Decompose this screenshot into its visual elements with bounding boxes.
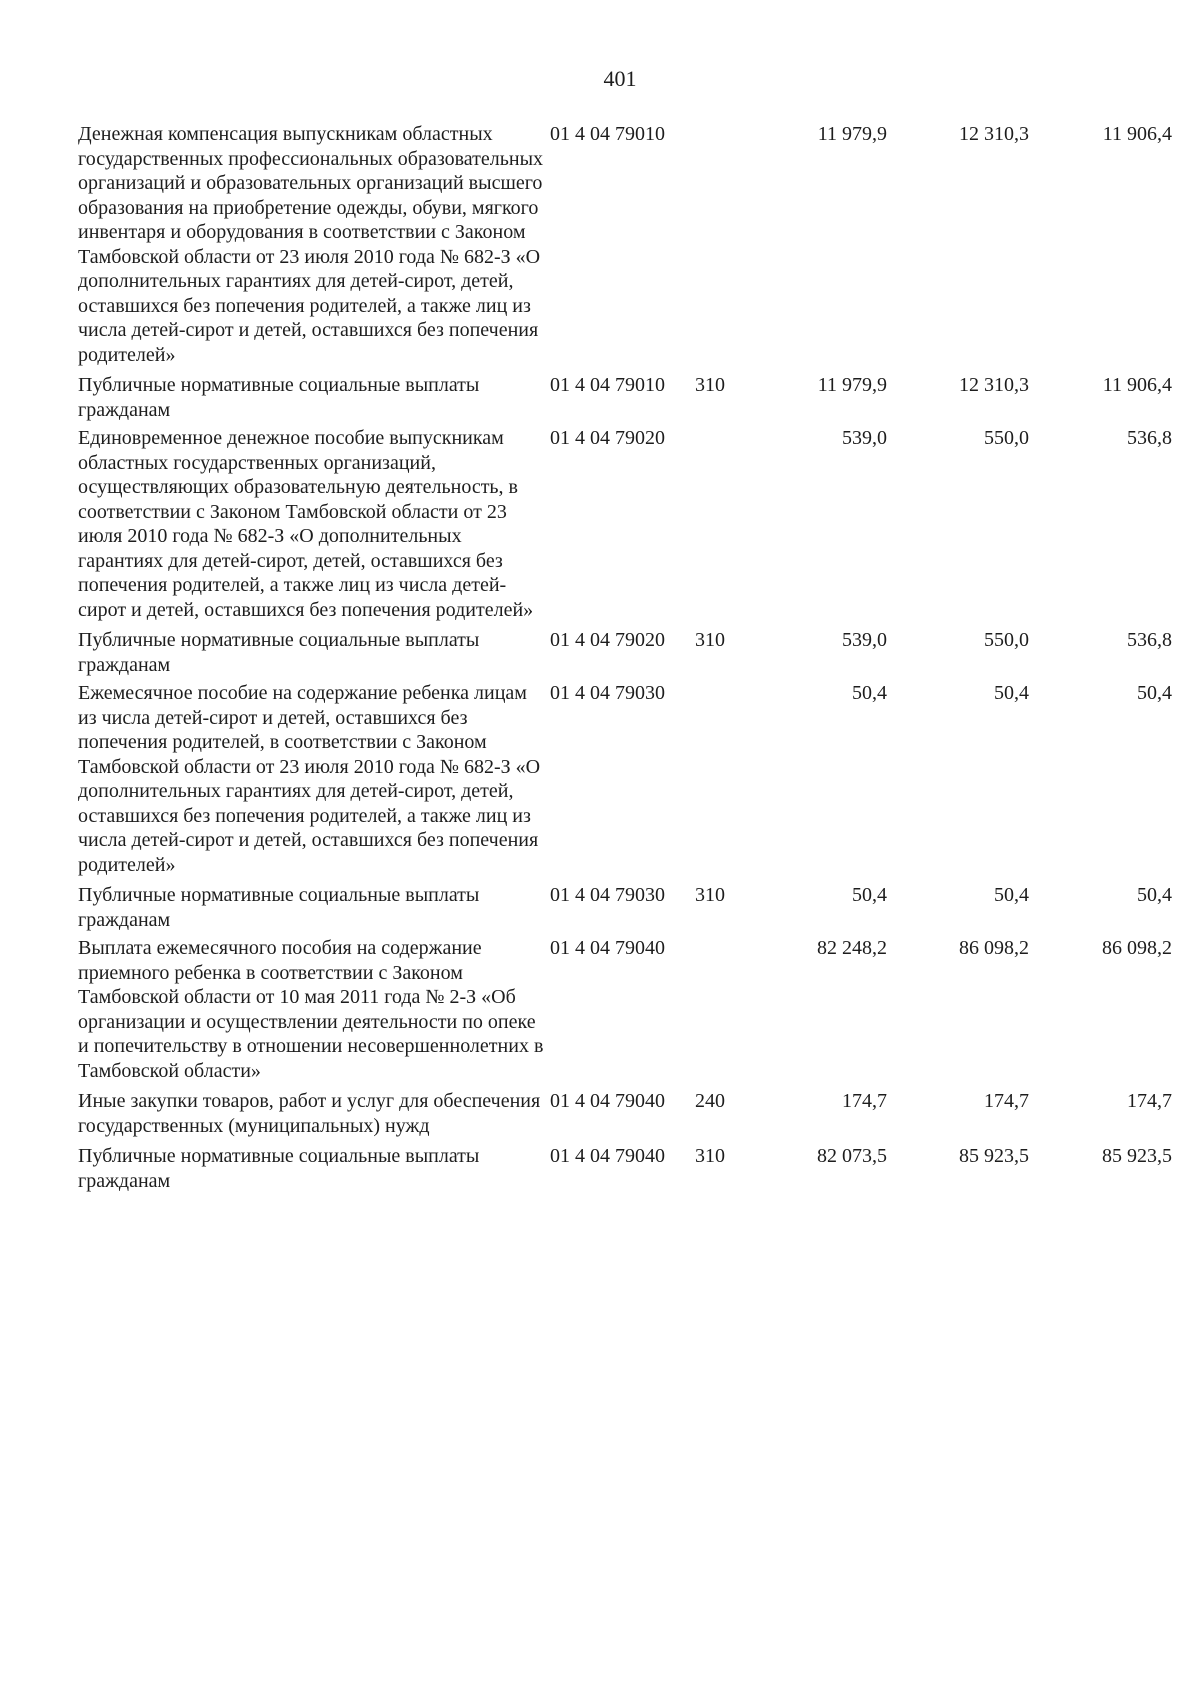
row-code: 01 4 04 79010 (550, 374, 665, 396)
table-row (78, 1144, 1170, 1193)
row-sum-1: 539,0 (842, 427, 887, 449)
row-sum-3: 50,4 (1137, 884, 1172, 906)
row-name: Выплата ежемесячного пособия на содержание приемного ребенка в соответствии с Законом Тамбовской области от 10 мая 2011 года № 2-З «Об организации и осуществлении деятельности по опеке и попечительству в отношении несовершеннолетних в Тамбовской области» (78, 937, 544, 1082)
row-type: 310 (695, 1145, 725, 1167)
row-sum-2: 50,4 (994, 682, 1029, 704)
row-sum-2: 12 310,3 (959, 374, 1029, 396)
row-name: Публичные нормативные социальные выплаты гражданам (78, 374, 480, 421)
table-row (78, 122, 1170, 367)
row-code: 01 4 04 79040 (550, 1090, 665, 1112)
row-sum-3: 11 906,4 (1102, 374, 1172, 396)
row-sum-1: 82 073,5 (817, 1145, 887, 1167)
row-sum-2: 12 310,3 (959, 123, 1029, 145)
row-type: 310 (695, 629, 725, 651)
row-sum-1: 50,4 (852, 884, 887, 906)
row-name: Публичные нормативные социальные выплаты гражданам (78, 629, 480, 676)
row-sum-3: 536,8 (1127, 629, 1172, 651)
row-code: 01 4 04 79020 (550, 629, 665, 651)
row-sum-1: 11 979,9 (817, 123, 887, 145)
row-sum-2: 86 098,2 (959, 937, 1029, 959)
row-name: Иные закупки товаров, работ и услуг для обеспечения государственных (муниципальных) нужд (78, 1090, 541, 1137)
row-sum-2: 550,0 (984, 427, 1029, 449)
row-sum-1: 50,4 (852, 682, 887, 704)
row-name: Ежемесячное пособие на содержание ребенка лицам из числа детей-сирот и детей, оставшихся без попечения родителей, в соответствии с Законом Тамбовской области от 23 июля 2010 года № 682-З «О дополнительных гарантиях для детей-сирот, детей, оставшихся без попечения родителей, а также лиц из числа детей-сирот и детей, оставшихся без попечения родителей» (78, 682, 541, 876)
row-type: 240 (695, 1090, 725, 1112)
row-name: Единовременное денежное пособие выпускникам областных государственных организаций, осуществляющих образовательную деятельность, в соответствии с Законом Тамбовской области от 23 июля 2010 года № 682-З «О дополнительных гарантиях для детей-сирот, детей, оставшихся без попечения родителей, а также лиц из числа детей-сирот и детей, оставшихся без попечения родителей» (78, 427, 534, 621)
row-sum-3: 50,4 (1137, 682, 1172, 704)
row-sum-3: 86 098,2 (1102, 937, 1172, 959)
row-code: 01 4 04 79030 (550, 682, 665, 704)
row-sum-3: 536,8 (1127, 427, 1172, 449)
row-code: 01 4 04 79010 (550, 123, 665, 145)
row-name: Денежная компенсация выпускникам областных государственных профессиональных образовательных организаций и образовательных организаций высшего образования на приобретение одежды, обуви, мягкого инвентаря и оборудования в соответствии с Законом Тамбовской области от 23 июля 2010 года № 682-З «О дополнительных гарантиях для детей-сирот, детей, оставшихся без попечения родителей, а также лиц из числа детей-сирот и детей, оставшихся без попечения родителей» (78, 123, 543, 366)
row-code: 01 4 04 79030 (550, 884, 665, 906)
row-name: Публичные нормативные социальные выплаты гражданам (78, 1145, 480, 1192)
row-name: Публичные нормативные социальные выплаты гражданам (78, 884, 480, 931)
row-sum-2: 85 923,5 (959, 1145, 1029, 1167)
table-row (78, 373, 1170, 422)
table-row (78, 628, 1170, 677)
page-number: 401 (603, 66, 637, 91)
row-sum-1: 82 248,2 (817, 937, 887, 959)
row-sum-2: 50,4 (994, 884, 1029, 906)
table-row (78, 936, 1170, 1083)
row-sum-2: 174,7 (984, 1090, 1029, 1112)
row-sum-2: 550,0 (984, 629, 1029, 651)
table-row (78, 426, 1170, 622)
row-code: 01 4 04 79040 (550, 1145, 665, 1167)
table-row (78, 883, 1170, 932)
row-sum-3: 11 906,4 (1102, 123, 1172, 145)
table-row (78, 1089, 1170, 1138)
row-code: 01 4 04 79020 (550, 427, 665, 449)
row-sum-1: 11 979,9 (817, 374, 887, 396)
row-sum-1: 174,7 (842, 1090, 887, 1112)
table-row (78, 681, 1170, 877)
row-type: 310 (695, 884, 725, 906)
row-sum-1: 539,0 (842, 629, 887, 651)
row-sum-3: 174,7 (1127, 1090, 1172, 1112)
row-code: 01 4 04 79040 (550, 937, 665, 959)
budget-table (78, 122, 1170, 1199)
row-type: 310 (695, 374, 725, 396)
row-sum-3: 85 923,5 (1102, 1145, 1172, 1167)
